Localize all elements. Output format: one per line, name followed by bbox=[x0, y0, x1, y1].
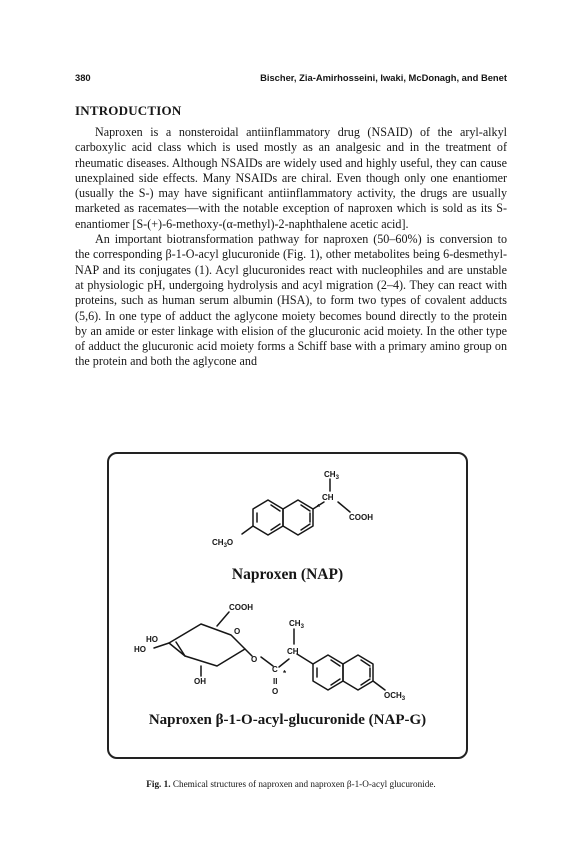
glucuronide-oh-label: OH bbox=[194, 677, 206, 686]
figure-caption-label: Fig. 1. bbox=[146, 779, 171, 789]
running-head-authors: Bischer, Zia-Amirhosseini, Iwaki, McDonagh, and Benet bbox=[260, 72, 507, 83]
glucuronide-name: Naproxen β-1-O-acyl-glucuronide (NAP-G) bbox=[148, 712, 427, 728]
naproxen-name: Naproxen (NAP) bbox=[231, 566, 344, 583]
running-head bbox=[75, 72, 507, 88]
glucuronide-carbonyl-o-label: O bbox=[272, 687, 279, 696]
glucuronide-carbonyl-c-label: C bbox=[272, 665, 278, 674]
paragraph-2: An important biotransformation pathway for naproxen (50–60%) is conversion to the corresponding β-1-O-acyl glucuronide (Fig. 1), other metabolites being 6-desmethyl-NAP and its conjugates (1). Acyl glucuronides react with nucleophiles and are unstable at physiologic pH, undergoing hydrolysis and acyl migration (2–4). They can react with proteins, such as human serum albumin (HSA), to form two types of covalent adducts (5,6). In one type of adduct the aglycone moiety becomes bound directly to the protein by an amide or ester linkage with elision of the glucuronic acid moiety. In the other type of adduct the glucuronic acid moiety forms a Schiff base with a primary amino group on the protein and both the aglycone and bbox=[75, 232, 507, 369]
glucuronide-cooh-label: COOH bbox=[229, 603, 253, 612]
naproxen-ch3-label: $CH_3$ bbox=[324, 470, 339, 481]
glucuronide-ester-o-label: O bbox=[251, 655, 258, 664]
naproxen-chiral-star: * bbox=[317, 503, 321, 512]
glucuronide-naphthalene-ring-right bbox=[343, 655, 373, 690]
glucuronide-ch3-label: $CH_3$ bbox=[289, 619, 304, 630]
glucuronide-ch-label: CH bbox=[287, 647, 299, 656]
page-number: 380 bbox=[75, 72, 91, 83]
naproxen-och3-label: $CH_3O$ bbox=[212, 538, 234, 549]
naproxen-ch-label: CH bbox=[322, 493, 334, 502]
glucuronide-ring-o-label: O bbox=[234, 627, 241, 636]
figure-caption-text: Chemical structures of naproxen and naproxen β-1-O-acyl glucuronide. bbox=[172, 779, 436, 789]
naproxen-ring-right bbox=[283, 500, 313, 535]
glucuronide-ho-label-1: HO bbox=[146, 635, 158, 644]
figure-1 bbox=[107, 452, 468, 759]
section-title: INTRODUCTION bbox=[75, 103, 182, 118]
paragraph-1: Naproxen is a nonsteroidal antiinflammatory drug (NSAID) of the aryl-alkyl carboxylic acid class which is used mostly as an analgesic and in the treatment of rheumatic diseases. Although NSAIDs are widely used and highly useful, they can cause unexplained side effects. Many NSAIDs are chiral. Even though only one enantiomer (usually the S-) may have significant antiinflammatory activity, the drugs are usually marketed as racemates—with the notable exception of naproxen which is sold as its S-enantiomer [S-(+)-6-methoxy-(α-methyl)-2-naphthalene acetic acid]. bbox=[75, 125, 507, 231]
glucuronide-och3-label: $OCH_3$ bbox=[384, 691, 406, 702]
glucuronide-double-bond: II bbox=[273, 677, 278, 686]
naproxen-structure bbox=[212, 470, 373, 549]
glucuronide-structure bbox=[134, 603, 406, 702]
glucuronide-ho-label-2: HO bbox=[134, 645, 146, 654]
figure-caption bbox=[75, 779, 507, 789]
naproxen-cooh-label: COOH bbox=[349, 513, 373, 522]
glucuronide-chiral-star: * bbox=[283, 669, 287, 678]
body-text bbox=[75, 125, 507, 370]
